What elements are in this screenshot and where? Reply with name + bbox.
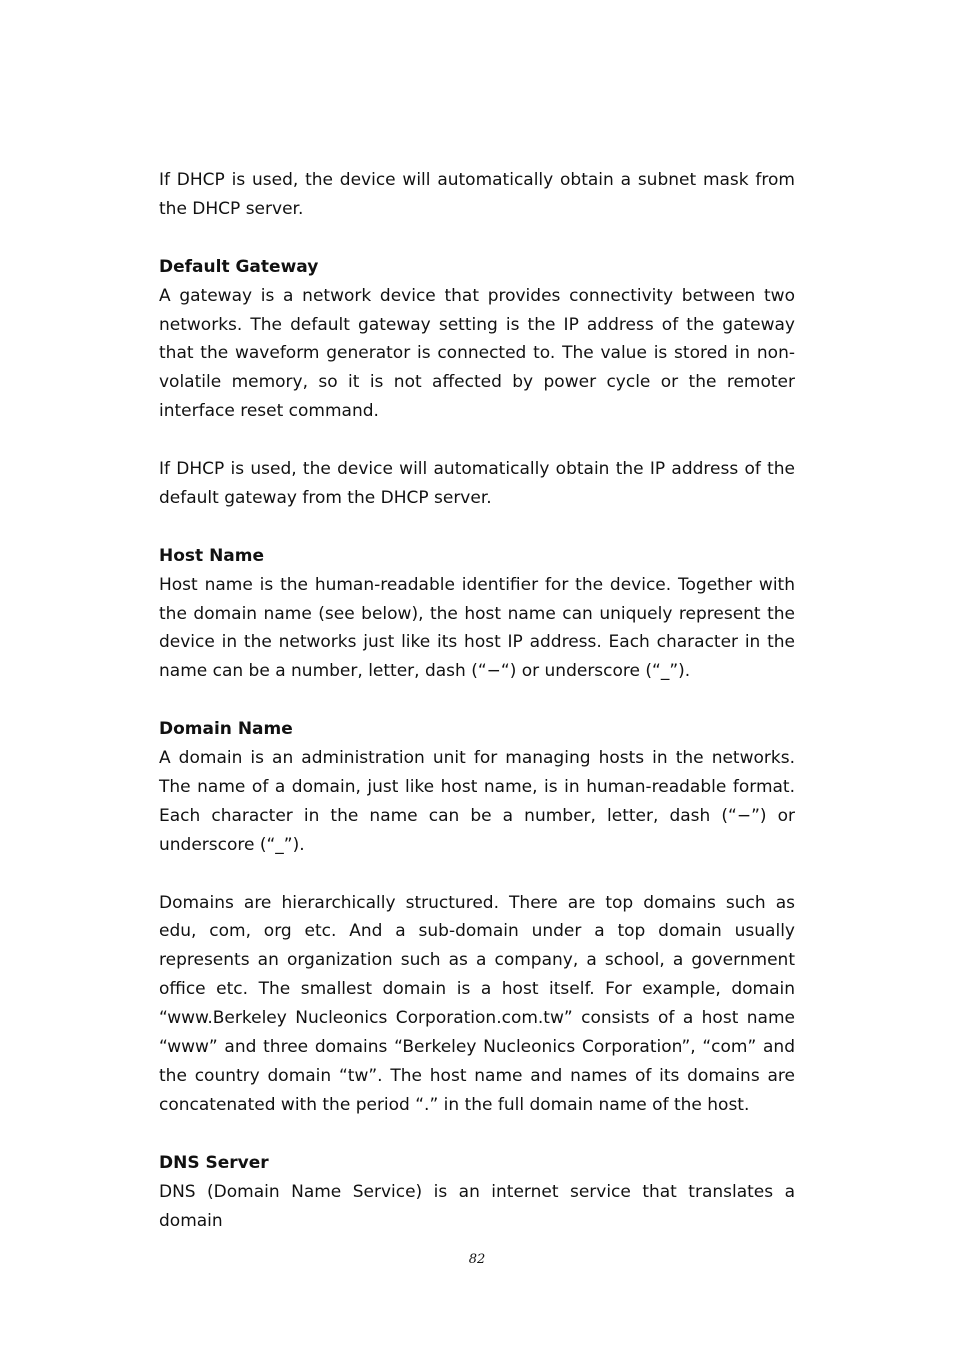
default-gateway-paragraph: A gateway is a network device that provides connectivity between two networks. The default gateway setting is the IP address of the gateway that the waveform generator is connected to. The value is stored in non-volatile memory, so it is not affected by power cycle or the remoter interface reset command.: [159, 285, 795, 422]
page-number: 82: [468, 1252, 486, 1267]
host-name-paragraph: Host name is the human-readable identifier for the device. Together with the domain name (see below), the host name can uniquely represent the device in the networks just like its host IP address. Each character in the name can be a number, letter, dash (“−“) or underscore (“_”).: [159, 574, 795, 682]
spacer: [159, 426, 795, 455]
spacer: [159, 513, 795, 542]
spacer: [159, 224, 795, 253]
domain-hierarchy-paragraph: Domains are hierarchically structured. There are top domains such as edu, com, org etc. And a sub-domain under a top domain usually represents an organization such as a company, a school, a government office etc. The smallest domain is a host itself. For example, domain “www.Berkeley Nucleonics Corporation.com.tw” consists of a host name “www” and three domains “Berkeley Nucleonics Corporation”, “com” and the country domain “tw”. The host name and names of its domains are concatenated with the period “.” in the full domain name of the host.: [159, 892, 795, 1115]
spacer: [159, 1120, 795, 1149]
dns-server-paragraph: DNS (Domain Name Service) is an internet service that translates a domain: [159, 1181, 795, 1231]
subnet-dhcp-paragraph: If DHCP is used, the device will automatically obtain a subnet mask from the DHCP server.: [159, 170, 795, 219]
default-gateway-heading: Default Gateway: [159, 256, 319, 277]
spacer: [159, 686, 795, 715]
domain-name-heading: Domain Name: [159, 719, 293, 740]
domain-name-paragraph: A domain is an administration unit for managing hosts in the networks. The name of a domain, just like host name, is in human-readable format. Each character in the name can be a number, letter, dash (“−”) or underscore (“_”).: [159, 748, 795, 855]
spacer: [159, 860, 795, 889]
dns-server-heading: DNS Server: [159, 1152, 269, 1173]
default-gateway-dhcp-paragraph: If DHCP is used, the device will automatically obtain the IP address of the default gateway from the DHCP server.: [159, 459, 795, 508]
page-content: [159, 166, 795, 1235]
host-name-heading: Host Name: [159, 545, 265, 566]
